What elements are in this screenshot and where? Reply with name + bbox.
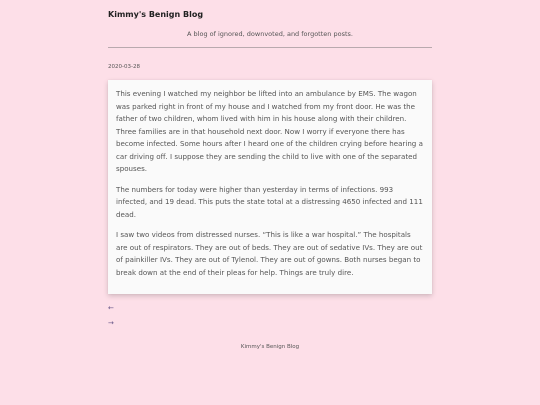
post-paragraph-1: This evening I watched my neighbor be lifted into an ambulance by EMS. The wagon was parked right in front of my house and I watched from my front door. He was the father of two children, whom lived with him in his house along with their children. Three families are in that household next door. Now I worry if everyone there has become infected. Some hours after I heard one of the children crying before hearing a car driving off. I suppose they are sending the child to live with one of the separated spouses.: [116, 89, 423, 173]
header-divider: [108, 47, 432, 48]
blog-title-link[interactable]: Kimmy's Benign Blog: [108, 10, 204, 19]
post-paragraph-3: I saw two videos from distressed nurses. “This is like a war hospital.” The hospitals are out of respirators. They are out of beds. They are out of sedative IVs. They are out of painkiller IVs. They are out of Tylenol. They are out of gowns. Both nurses began to break down at the end of their pleas for help. Things are truly dire.: [116, 230, 423, 277]
post-card: [108, 80, 432, 294]
post-paragraph-2: The numbers for today were higher than yesterday in terms of infections. 993 infected, and 19 dead. This puts the state total at a distressing 4650 infected and 111 dead.: [116, 184, 423, 219]
footer-text: Kimmy's Benign Blog: [240, 344, 300, 350]
previous-post-link[interactable]: ←: [108, 304, 114, 312]
blog-tagline: A blog of ignored, downvoted, and forgotten posts.: [187, 30, 353, 38]
post-date: 2020-03-28: [108, 64, 140, 70]
next-post-link[interactable]: →: [108, 319, 114, 327]
